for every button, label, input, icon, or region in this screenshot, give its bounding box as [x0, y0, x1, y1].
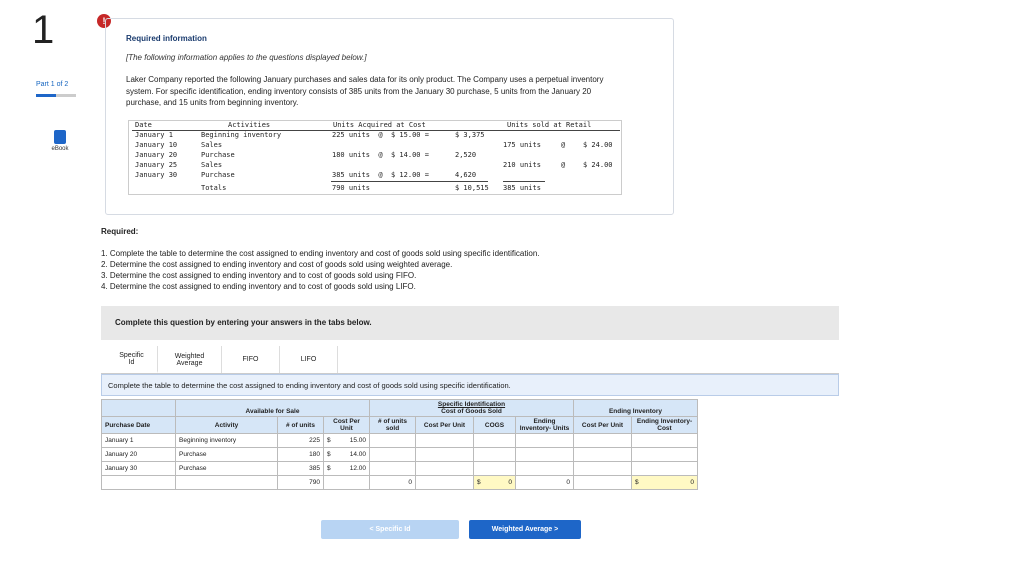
grid-title: Specific Identification	[437, 401, 506, 408]
data-table-acq: 790 units	[332, 184, 370, 192]
required-label: Required:	[101, 227, 139, 236]
totals-row	[102, 476, 698, 490]
hdr-date: Date	[135, 121, 152, 129]
hdr-sold: Units sold at Retail	[507, 121, 592, 129]
data-table-sold: 210 units	[503, 161, 541, 169]
data-table-at: @	[561, 141, 566, 149]
data-table-at: @	[561, 161, 566, 169]
data-table-date: January 20	[135, 151, 178, 159]
hdr-activities: Activities	[228, 121, 271, 129]
tab-weighted-average[interactable]: Weighted Average	[158, 346, 222, 373]
book-icon	[54, 130, 66, 144]
data-table-date: January 25	[135, 161, 178, 169]
ebook-label: eBook	[51, 146, 69, 152]
total-ending-units: 0	[516, 476, 574, 490]
total-units-sold: 0	[370, 476, 416, 490]
row-activity: Beginning inventory	[176, 434, 278, 448]
units-sold-input[interactable]	[370, 448, 416, 462]
row-activity: Purchase	[176, 448, 278, 462]
data-table-date: January 1	[135, 131, 173, 139]
info-subtitle: [The following information applies to the questions displayed below.]	[126, 53, 367, 62]
col-cogs: COGS	[474, 417, 516, 434]
units-sold-input[interactable]	[370, 434, 416, 448]
col-cost-per-unit: Cost Per Unit	[324, 417, 370, 434]
info-title: Required information	[126, 34, 207, 43]
instruction-bar: Complete the table to determine the cost assigned to ending inventory and cost of goods sold using specific identification.	[101, 374, 839, 396]
table-row	[102, 462, 698, 476]
total-ending-cost: $ 0	[632, 476, 698, 490]
data-table-date: January 30	[135, 171, 178, 179]
row-units: 225	[278, 434, 324, 448]
ebook-button[interactable]	[45, 130, 75, 152]
col-ending-cost: Ending Inventory- Cost	[632, 417, 698, 434]
row-date: January 1	[102, 434, 176, 448]
data-table-price: $ 24.00	[583, 141, 613, 149]
data-table-activity: Beginning inventory	[201, 131, 282, 139]
row-units: 385	[278, 462, 324, 476]
required-list	[101, 248, 540, 292]
row-activity: Purchase	[176, 462, 278, 476]
total-units: 790	[278, 476, 324, 490]
ending-units-input[interactable]	[516, 448, 574, 462]
ending-header: Ending Inventory	[574, 400, 698, 417]
part-progress-filled	[36, 94, 56, 97]
data-table-sold: 385 units	[503, 184, 541, 192]
required-item: 1. Complete the table to determine the cost assigned to ending inventory and cost of goods sold using specific identification.	[101, 249, 540, 258]
data-table-acq: 180 units @ $ 14.00 =	[332, 151, 429, 159]
part-progress-empty	[56, 94, 76, 97]
row-cost: $ 15.00	[324, 434, 370, 448]
data-table-acq: 385 units @ $ 12.00 =	[332, 171, 429, 179]
row-units: 180	[278, 448, 324, 462]
data-table-cost: 2,520	[455, 151, 477, 159]
data-table-cost: $ 10,515	[455, 184, 489, 192]
info-paragraph: Laker Company reported the following January purchases and sales data for its only product. The Company uses a perpetual inventory system. For specific identification, ending inventory consists of 385 units from the January 30 purchase, 5 units from the January 20 purchase, and 15 units from beginning inventory.	[126, 75, 604, 107]
col-ending-units: Ending Inventory- Units	[516, 417, 574, 434]
required-item: 2. Determine the cost assigned to ending inventory and cost of goods sold using weighted average.	[101, 260, 453, 269]
row-date: January 20	[102, 448, 176, 462]
tab-lifo[interactable]: LIFO	[280, 346, 338, 373]
total-rule	[331, 181, 488, 182]
cogs-header: Specific Identification Cost of Goods Sold	[370, 400, 574, 417]
col-cogs-cpu: Cost Per Unit	[416, 417, 474, 434]
next-button[interactable]: Weighted Average >	[469, 520, 581, 539]
data-table-cost: $ 3,375	[455, 131, 485, 139]
ending-units-input[interactable]	[516, 434, 574, 448]
prev-button[interactable]: < Specific Id	[321, 520, 459, 539]
data-table-activity: Purchase	[201, 171, 235, 179]
question-number: 1	[32, 8, 55, 52]
ending-units-input[interactable]	[516, 462, 574, 476]
alert-icon: !	[97, 14, 111, 28]
total-rule	[503, 181, 545, 182]
data-table-sold: 175 units	[503, 141, 541, 149]
col-units: # of units	[278, 417, 324, 434]
col-activity: Activity	[176, 417, 278, 434]
hdr-acquired: Units Acquired at Cost	[333, 121, 426, 129]
col-units-sold: # of units sold	[370, 417, 416, 434]
units-sold-input[interactable]	[370, 462, 416, 476]
tab-fifo[interactable]: FIFO	[222, 346, 280, 373]
col-ending-cpu: Cost Per Unit	[574, 417, 632, 434]
table-row	[102, 448, 698, 462]
available-header: Available for Sale	[176, 400, 370, 417]
data-table-activity: Totals	[201, 184, 227, 192]
data-table-activity: Purchase	[201, 151, 235, 159]
total-cogs: $ 0	[474, 476, 516, 490]
data-table-price: $ 24.00	[583, 161, 613, 169]
row-date: January 30	[102, 462, 176, 476]
complete-banner	[101, 306, 839, 340]
data-table-activity: Sales	[201, 141, 223, 149]
row-cost: $ 12.00	[324, 462, 370, 476]
data-table-activity: Sales	[201, 161, 223, 169]
tab-bar	[106, 346, 338, 373]
required-item: 4. Determine the cost assigned to ending inventory and to cost of goods sold using LIFO.	[101, 282, 416, 291]
complete-banner-text: Complete this question by entering your answers in the tabs below.	[115, 318, 372, 327]
data-table-date: January 10	[135, 141, 178, 149]
required-item: 3. Determine the cost assigned to ending inventory and to cost of goods sold using FIFO.	[101, 271, 417, 280]
part-label: Part 1 of 2	[36, 81, 69, 88]
data-table-acq: 225 units @ $ 15.00 =	[332, 131, 429, 139]
table-row	[102, 434, 698, 448]
blank-header	[102, 400, 176, 417]
data-table-cost: 4,620	[455, 171, 477, 179]
specific-id-table	[101, 399, 698, 490]
row-cost: $ 14.00	[324, 448, 370, 462]
col-purchase-date: Purchase Date	[102, 417, 176, 434]
tab-specific-id[interactable]: Specific Id	[106, 346, 158, 373]
